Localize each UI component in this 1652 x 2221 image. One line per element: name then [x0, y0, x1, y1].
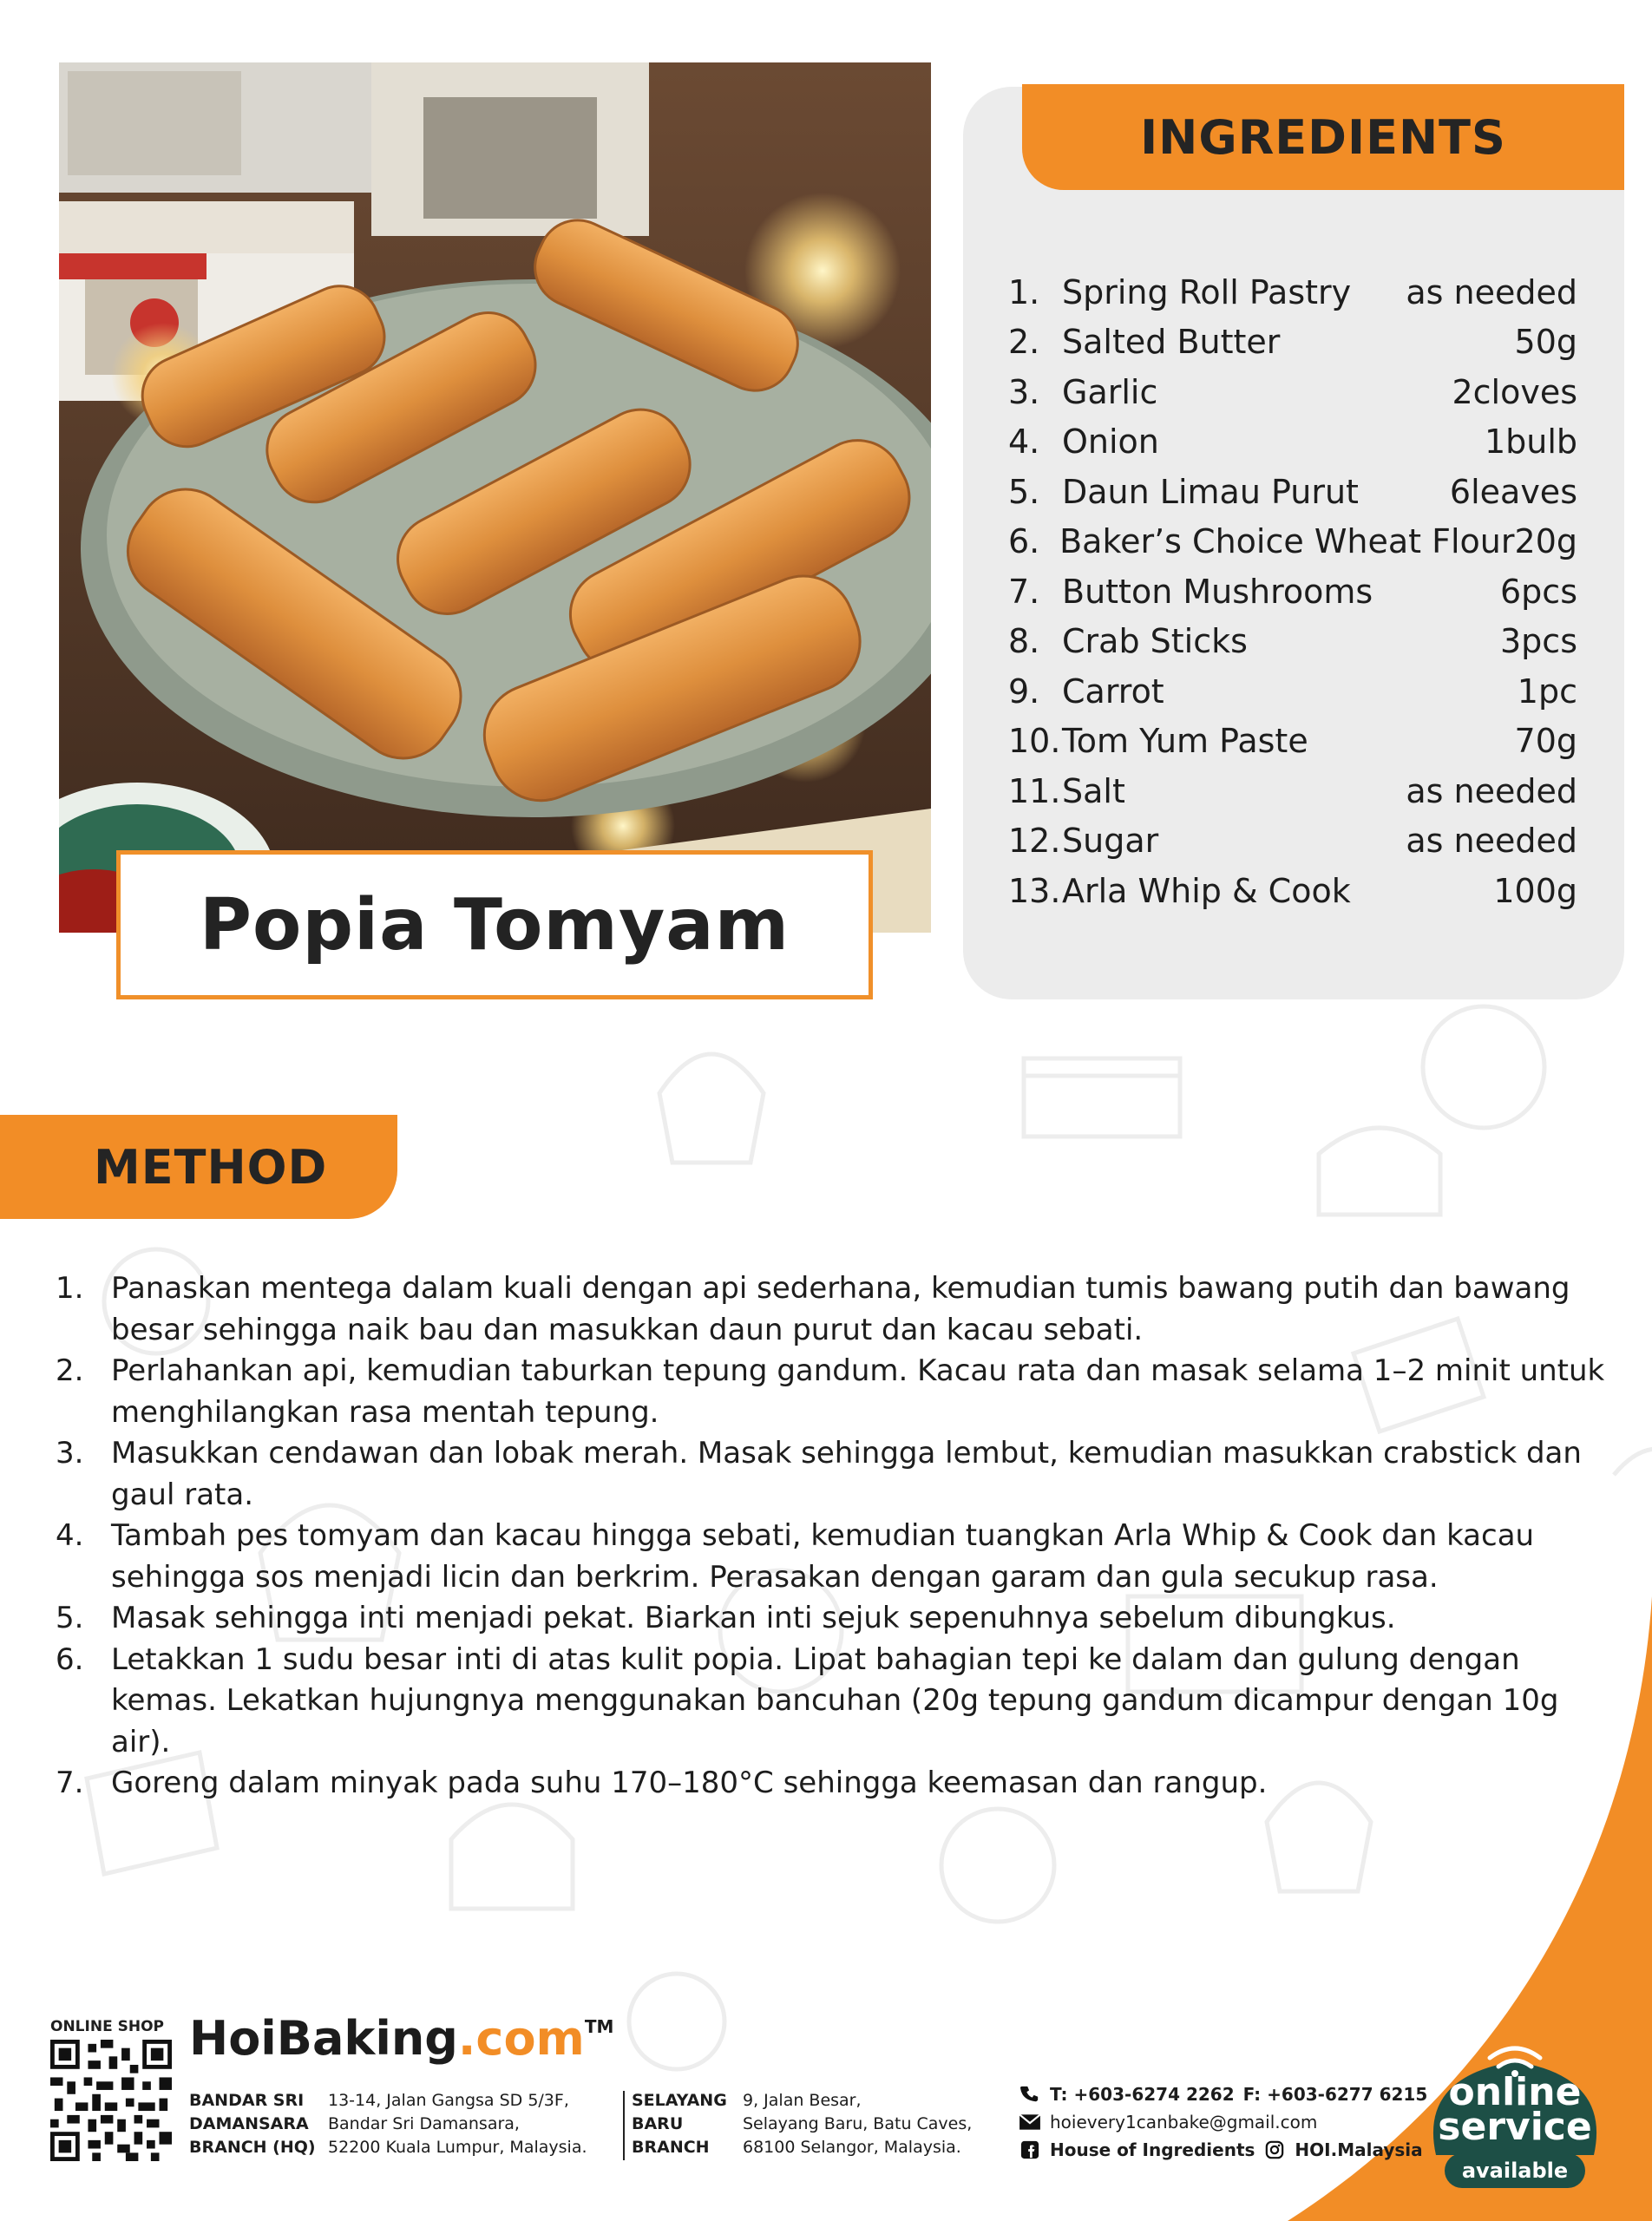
phone-fax-line — [1019, 2084, 1427, 2105]
step-text: Perlahankan api, kemudian taburkan tepung gandum. Kacau rata dan masak selama 1–2 minit untuk menghilangkan rasa mentah tepung. — [111, 1353, 1605, 1430]
ingredient-quantity: 70g — [1514, 722, 1577, 761]
method-step — [56, 1268, 1617, 1351]
recipe-title: Popia Tomyam — [199, 883, 790, 966]
instagram-icon — [1263, 2140, 1286, 2159]
popia-illustration — [59, 62, 931, 933]
facebook-icon — [1019, 2140, 1041, 2159]
instagram-handle[interactable]: HOI.Malaysia — [1295, 2139, 1423, 2160]
ingredient-number: 2. — [1008, 323, 1040, 362]
ingredient-number: 5. — [1008, 472, 1040, 511]
ingredient-name: Spring Roll Pastry — [1062, 272, 1352, 311]
ingredient-number: 3. — [1008, 372, 1040, 411]
ingredient-number: 8. — [1008, 622, 1040, 661]
badge-line-online: online — [1448, 2070, 1582, 2114]
ingredients-list — [1008, 267, 1577, 916]
brand-name: HoiBaking — [189, 2011, 458, 2066]
step-number: 5. — [56, 1601, 84, 1635]
ingredient-name: Sugar — [1062, 822, 1159, 861]
ingredient-name: Button Mushrooms — [1062, 572, 1373, 611]
ingredient-item — [1008, 866, 1577, 916]
step-number: 6. — [56, 1641, 84, 1677]
ingredient-name: Onion — [1062, 423, 1159, 462]
ingredient-quantity: 20g — [1514, 522, 1577, 561]
step-number: 2. — [56, 1353, 84, 1388]
ingredient-number: 11. — [1008, 771, 1061, 810]
step-text: Goreng dalam minyak pada suhu 170–180°C sehingga keemasan dan rangup. — [111, 1766, 1268, 1800]
ingredients-heading-tab — [1022, 84, 1624, 190]
brand-trademark: TM — [584, 2016, 614, 2037]
step-text: Masak sehingga inti menjadi pekat. Biarkan inti sejuk sepenuhnya sebelum dibungkus. — [111, 1601, 1396, 1635]
step-number: 1. — [56, 1271, 84, 1306]
email-line — [1019, 2112, 1317, 2133]
hq-branch-address: 13-14, Jalan Gangsa SD 5/3F, Bandar Sri Damansara, 52200 Kuala Lumpur, Malaysia. — [328, 2091, 587, 2157]
selayang-branch-label: SELAYANG BARU BRANCH — [632, 2091, 727, 2157]
ingredient-item — [1008, 717, 1577, 767]
step-number: 7. — [56, 1766, 84, 1800]
method-heading-tab — [0, 1115, 397, 1219]
ingredient-number: 6. — [1008, 522, 1040, 561]
ingredient-item — [1008, 567, 1577, 617]
ingredient-quantity: as needed — [1406, 771, 1577, 810]
ingredient-name: Baker’s Choice Wheat Flour — [1059, 522, 1515, 561]
recipe-title-box — [116, 850, 873, 999]
online-shop-label: ONLINE SHOP — [50, 2018, 164, 2035]
step-text: Panaskan mentega dalam kuali dengan api sederhana, kemudian tumis bawang putih dan bawang besar sehingga naik bau dan masukkan daun purut dan kacau sebati. — [111, 1271, 1570, 1347]
branch-divider — [623, 2091, 625, 2160]
ingredient-number: 13. — [1008, 871, 1061, 910]
ingredient-quantity: 6leaves — [1449, 472, 1577, 511]
selayang-branch-address: 9, Jalan Besar, Selayang Baru, Batu Caves, 68100 Selangor, Malaysia. — [743, 2091, 973, 2157]
badge-line-available: available — [1461, 2159, 1569, 2183]
email-address[interactable]: hoievery1canbake@gmail.com — [1050, 2112, 1318, 2133]
ingredient-number: 1. — [1008, 272, 1040, 311]
ingredient-number: 4. — [1008, 423, 1040, 462]
step-number: 3. — [56, 1436, 84, 1471]
ingredient-quantity: 1pc — [1517, 672, 1577, 711]
step-text: Masukkan cendawan dan lobak merah. Masak sehingga lembut, kemudian masukkan crabstick dan gaul rata. — [111, 1436, 1582, 1512]
ingredient-name: Crab Sticks — [1062, 622, 1248, 661]
ingredient-name: Arla Whip & Cook — [1062, 871, 1351, 910]
facebook-name[interactable]: House of Ingredients — [1050, 2139, 1255, 2160]
ingredient-number: 12. — [1008, 822, 1061, 861]
fax-number: F: +603-6277 6215 — [1242, 2084, 1428, 2105]
food-photo — [59, 62, 931, 933]
badge-line-service: service — [1438, 2105, 1592, 2149]
step-text: Tambah pes tomyam dan kacau hingga sebati, kemudian tuangkan Arla Whip & Cook dan kacau sehingga sos menjadi licin dan berkrim. Perasakan dengan garam dan gula secukup rasa. — [111, 1518, 1535, 1595]
ingredient-item — [1008, 467, 1577, 517]
ingredient-item — [1008, 766, 1577, 816]
ingredient-quantity: 100g — [1493, 871, 1577, 910]
method-step — [56, 1516, 1617, 1598]
ingredient-number: 9. — [1008, 672, 1040, 711]
ingredient-item — [1008, 267, 1577, 318]
method-step — [56, 1433, 1617, 1516]
ingredient-item — [1008, 318, 1577, 368]
ingredient-item — [1008, 367, 1577, 417]
ingredient-item — [1008, 417, 1577, 468]
ingredient-item — [1008, 617, 1577, 667]
ingredient-quantity: 1bulb — [1484, 423, 1577, 462]
ingredient-item — [1008, 517, 1577, 567]
ingredient-quantity: 50g — [1514, 323, 1577, 362]
hq-branch-label: BANDAR SRI DAMANSARA BRANCH (HQ) — [189, 2091, 316, 2157]
ingredient-quantity: as needed — [1406, 822, 1577, 861]
brand-domain: .com — [457, 2011, 585, 2066]
ingredient-name: Salted Butter — [1062, 323, 1281, 362]
ingredients-heading: INGREDIENTS — [1140, 109, 1506, 165]
ingredient-item — [1008, 816, 1577, 867]
phone-number[interactable]: T: +603-6274 2262 — [1050, 2084, 1235, 2105]
phone-icon — [1019, 2085, 1041, 2104]
ingredient-quantity: 2cloves — [1452, 372, 1577, 411]
step-text: Letakkan 1 sudu besar inti di atas kulit popia. Lipat bahagian tepi ke dalam dan gulung dengan kemas. Lekatkan hujungnya menggunakan bancuhan (20g tepung gandum dicampur dengan 10g air). — [111, 1641, 1559, 1759]
ingredient-quantity: 3pcs — [1500, 622, 1577, 661]
ingredient-name: Carrot — [1062, 672, 1164, 711]
qr-code-icon[interactable] — [50, 2040, 172, 2161]
ingredient-quantity: 6pcs — [1500, 572, 1577, 611]
ingredient-item — [1008, 666, 1577, 717]
method-step — [56, 1351, 1617, 1433]
ingredient-name: Tom Yum Paste — [1062, 722, 1308, 761]
ingredient-quantity: as needed — [1406, 272, 1577, 311]
method-heading: METHOD — [94, 1139, 328, 1195]
mail-icon — [1019, 2113, 1041, 2132]
step-number: 4. — [56, 1518, 84, 1553]
ingredient-name: Garlic — [1062, 372, 1158, 411]
online-service-badge — [1419, 2042, 1611, 2190]
ingredient-name: Salt — [1062, 771, 1125, 810]
brand-logo[interactable] — [189, 2011, 613, 2066]
ingredient-name: Daun Limau Purut — [1062, 472, 1359, 511]
ingredient-number: 10. — [1008, 722, 1061, 761]
ingredient-number: 7. — [1008, 572, 1040, 611]
social-line — [1019, 2139, 1423, 2160]
